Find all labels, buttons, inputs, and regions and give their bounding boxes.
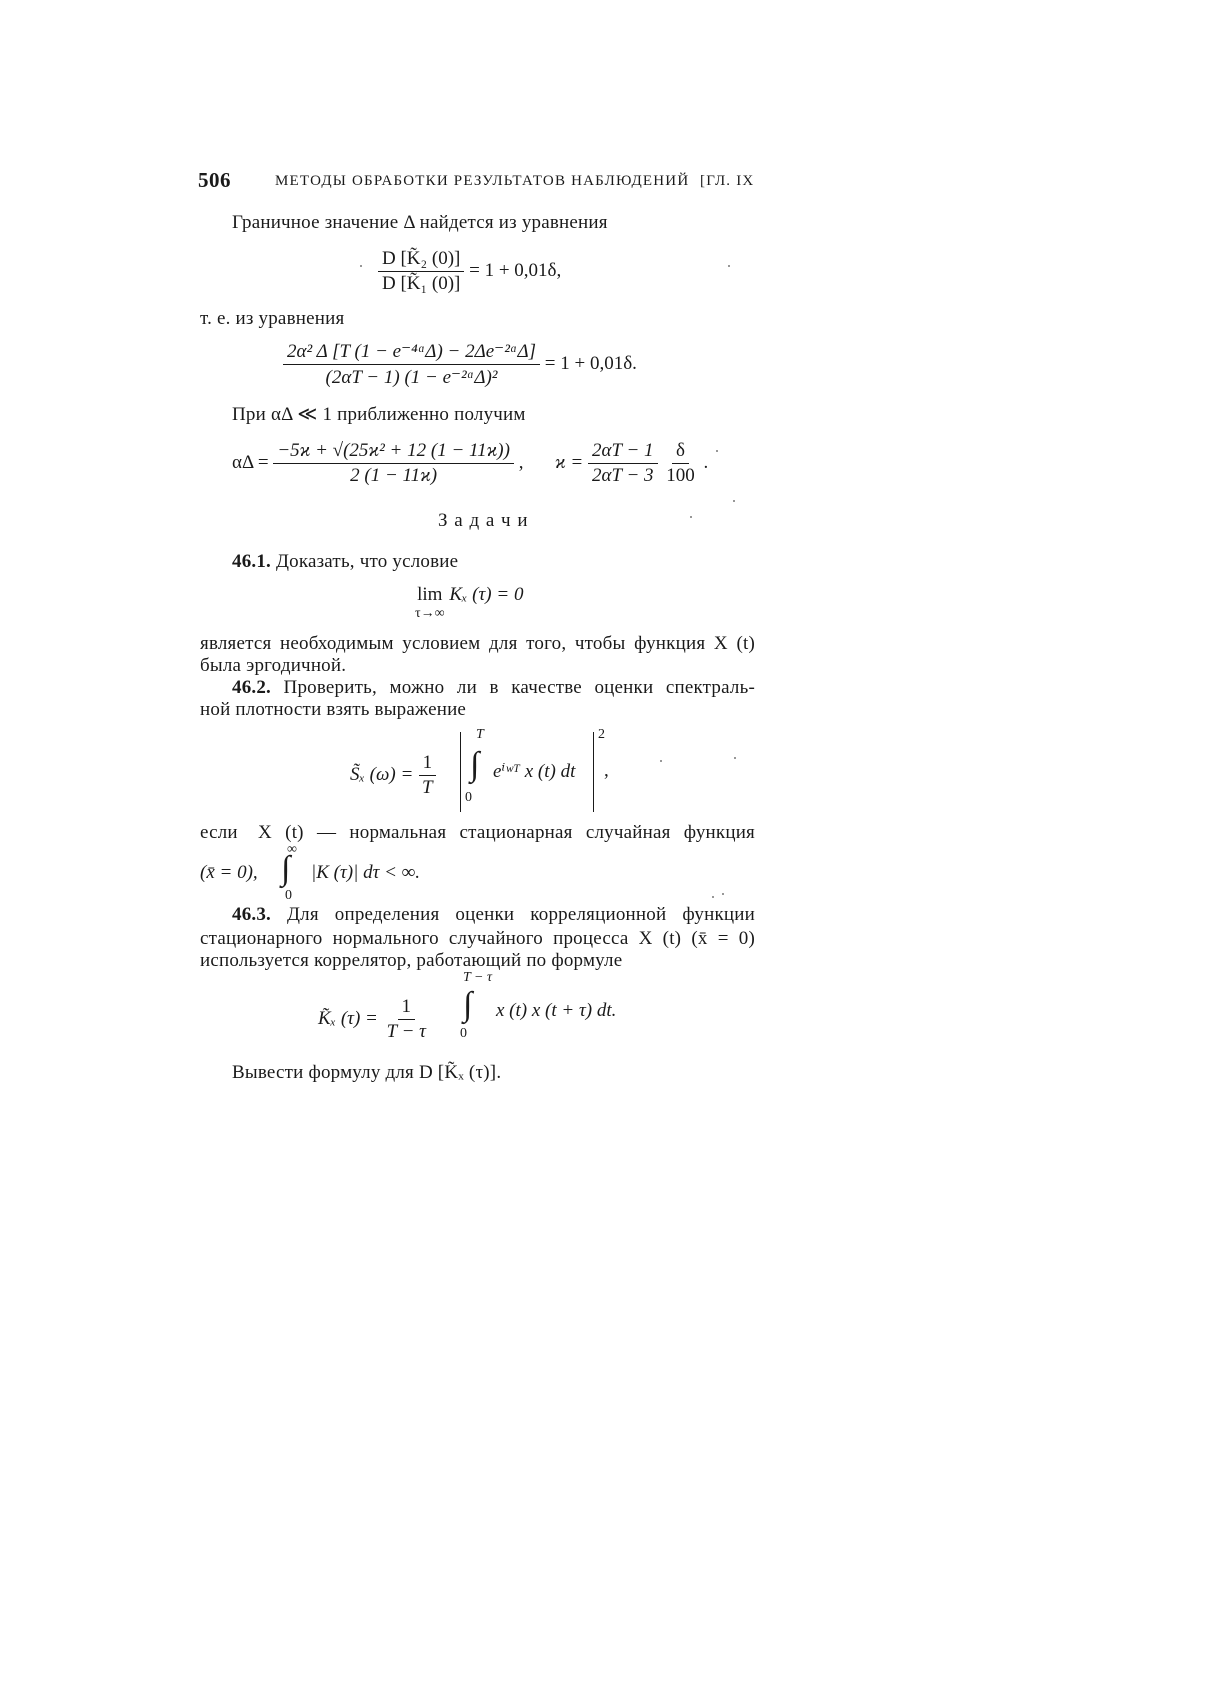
problem-46-3-line-3: используется коррелятор, работающий по формуле [200, 950, 623, 971]
section-title: З а д а ч и [438, 510, 529, 531]
problem-46-2-intro [232, 677, 755, 699]
spectral-int-upper: T [476, 727, 484, 742]
spectral-frac-den: T [422, 777, 433, 798]
lim-expression: Kₓ (τ) = 0 [449, 584, 524, 605]
correlator-frac-num: 1 [398, 996, 416, 1020]
intro-line-2: т. е. из уравнения [200, 308, 345, 329]
scan-speck [660, 760, 662, 762]
kappa-fraction-2 [662, 440, 699, 487]
lim-subscript: τ→∞ [415, 606, 445, 621]
eq1-rhs: = 1 + 0,01δ, [469, 259, 562, 281]
spectral-tail: , [604, 760, 609, 781]
integral-sign-1: ∫ [470, 746, 480, 783]
correlator-int-lower: 0 [460, 1026, 467, 1041]
spectral-int-lower: 0 [465, 790, 472, 805]
condition-int-lower: 0 [285, 888, 292, 903]
condition-integrand: |K (τ)| dτ < ∞. [311, 862, 420, 883]
spectral-formula-lhs [350, 752, 437, 799]
eq1-numerator: D [K̃₂ (0)] [378, 248, 464, 272]
equation-2 [283, 340, 637, 389]
intro-line-3: При αΔ ≪ 1 приближенно получим [232, 404, 526, 425]
eq2-denominator: (2αT − 1) (1 − e⁻²ᵅΔ)² [325, 367, 498, 388]
problem-46-3-text: Для определения оценки корреляционной функции [287, 904, 755, 925]
lim-word: lim [417, 584, 443, 605]
problem-46-1-text: Доказать, что условие [275, 551, 459, 572]
scan-speck [728, 265, 730, 267]
correlator-lhs: K̃ₓ (τ) = [318, 1007, 378, 1029]
problem-46-2-number: 46.2. [232, 677, 271, 698]
integral-sign-2: ∫ [281, 850, 291, 887]
eq2-fraction [283, 340, 540, 389]
eq3-numerator: −5ϰ + √(25ϰ² + 12 (1 − 11ϰ)) [273, 440, 514, 464]
limit-expression [415, 584, 523, 622]
eq1-fraction [378, 248, 464, 295]
correlator-int-upper: T − τ [463, 970, 492, 985]
eq3-fraction [273, 440, 514, 487]
kappa-num: 2αT − 1 [588, 440, 658, 464]
eq3-lhs: αΔ = [232, 451, 269, 473]
correlator-fraction [383, 996, 430, 1043]
problem-46-2-if: если [200, 822, 238, 843]
eq2-numerator: 2α² Δ [T (1 − e⁻⁴ᵅΔ) − 2Δe⁻²ᵅΔ] [283, 340, 540, 365]
scan-speck [734, 757, 736, 759]
eq3-end: . [703, 451, 709, 473]
scan-speck [360, 265, 362, 267]
chapter-label: [ГЛ. IX [700, 173, 755, 189]
problem-46-2-line-2: ной плотности взять выражение [200, 699, 467, 720]
problem-46-1-number: 46.1. [232, 551, 271, 572]
spectral-power: 2 [598, 727, 605, 742]
condition-int-upper: ∞ [287, 842, 297, 857]
scan-speck [733, 500, 735, 502]
problem-46-3-line-2: стационарного нормального случайного процесса X (t) (x̄ = 0) [200, 928, 755, 949]
page-number: 506 [198, 168, 231, 192]
eq1-denominator: D [K̃₁ (0)] [382, 273, 461, 294]
abs-bar-right [593, 732, 594, 812]
intro-line-1: Граничное значение Δ найдется из уравнения [232, 212, 608, 233]
equation-3-kappa [555, 440, 708, 487]
problem-46-2-text: Проверить, можно ли в качестве оценки спектраль- [283, 677, 755, 698]
delta-num: δ [672, 440, 689, 464]
eq3-denominator: 2 (1 − 11ϰ) [350, 465, 438, 486]
kappa-lhs: ϰ = [555, 451, 584, 473]
problem-46-1-intro [232, 551, 458, 573]
spectral-frac-num: 1 [419, 752, 437, 776]
scan-speck [690, 516, 692, 518]
condition-mean: (x̄ = 0), [200, 862, 258, 883]
kappa-fraction-1 [588, 440, 658, 487]
running-title: МЕТОДЫ ОБРАБОТКИ РЕЗУЛЬТАТОВ НАБЛЮДЕНИЙ [275, 173, 690, 189]
lim-block [415, 584, 445, 622]
scan-speck [712, 896, 714, 898]
correlator-frac-den: T − τ [386, 1021, 426, 1042]
equation-3 [232, 440, 523, 487]
correlator-lhs-block [318, 996, 430, 1043]
equation-1 [378, 248, 561, 295]
problem-46-1-line-3: была эргодичной. [200, 655, 347, 676]
eq3-comma: , [518, 451, 524, 473]
kappa-den: 2αT − 3 [592, 465, 654, 486]
scan-speck [716, 450, 718, 452]
abs-bar-left [460, 732, 461, 812]
scan-speck [722, 893, 724, 895]
problem-46-3-intro [232, 904, 755, 926]
problem-46-2-line-3: X (t) — нормальная стационарная случайная функция [258, 822, 755, 843]
delta-den: 100 [666, 465, 695, 486]
spectral-integrand: eⁱʷᵀ x (t) dt [493, 761, 576, 782]
spectral-lhs: S̃ₓ (ω) = [350, 763, 414, 785]
correlator-integrand: x (t) x (t + τ) dt. [496, 1000, 617, 1021]
problem-46-1-line-2: является необходимым условием для того, чтобы функция X (t) [200, 633, 755, 654]
spectral-fraction [418, 752, 437, 799]
problem-46-3-line-4: Вывести формулу для D [K̃ₓ (τ)]. [232, 1062, 502, 1083]
eq2-rhs: = 1 + 0,01δ. [544, 352, 637, 374]
integral-sign-3: ∫ [463, 986, 473, 1023]
problem-46-3-number: 46.3. [232, 904, 271, 925]
